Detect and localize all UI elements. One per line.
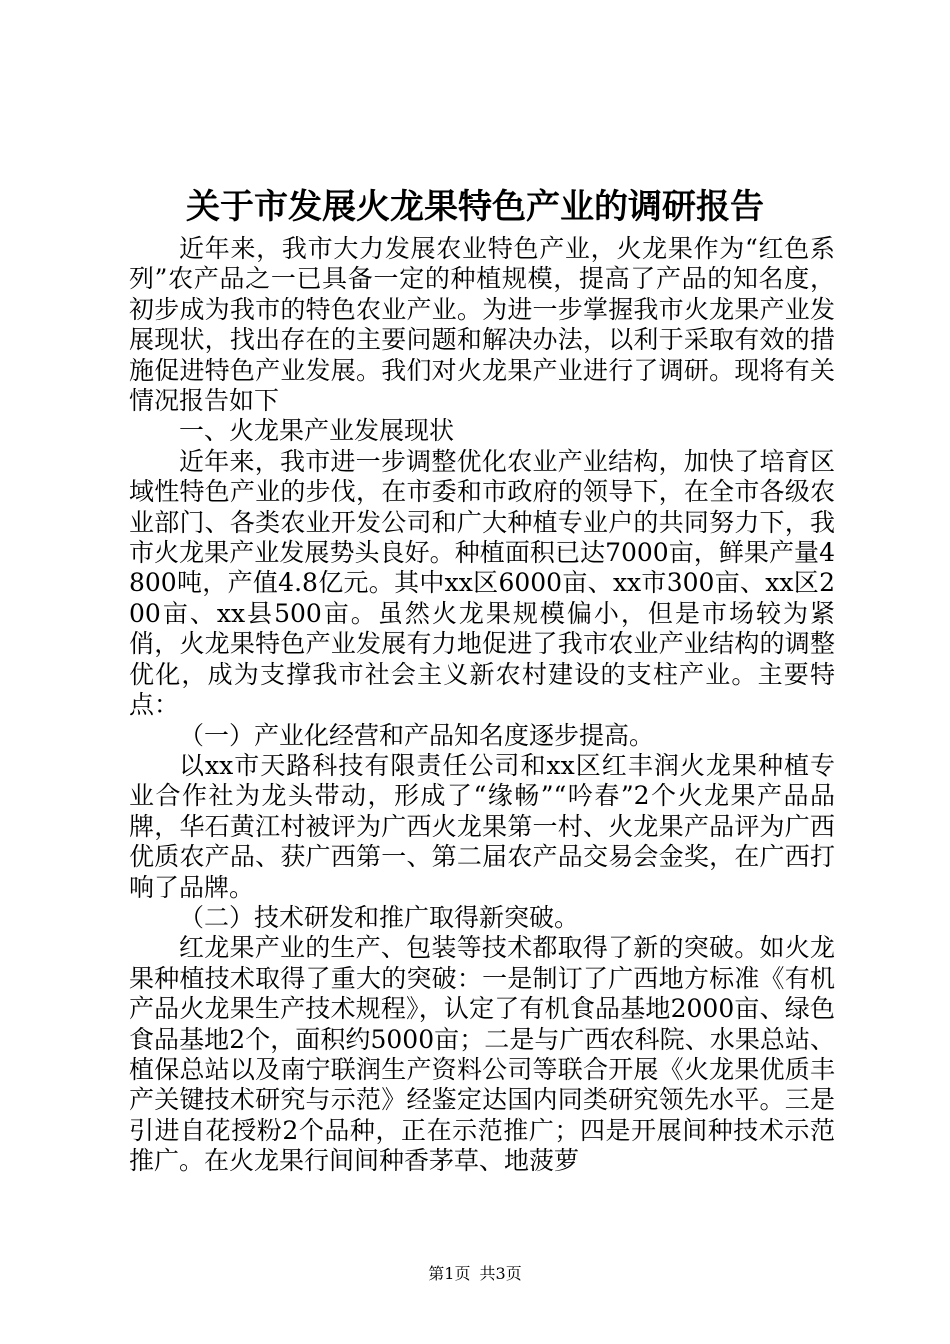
page-footer	[0, 1264, 950, 1284]
paragraph-brand: 以xx市天路科技有限责任公司和xx区红丰润火龙果种植专业合作社为龙头带动，形成了“缘畅”“吟春”2个火龙果产品品牌，华石黄江村被评为广西火龙果第一村、火龙果产品评为广西优质农产品、获广西第一、第二届农产品交易会金奖，在广西打响了品牌。	[129, 750, 835, 902]
document-title: 关于市发展火龙果特色产业的调研报告	[186, 187, 764, 227]
paragraph-intro: 近年来，我市大力发展农业特色产业，火龙果作为“红色系列”农产品之一已具备一定的种植规模，提高了产品的知名度，初步成为我市的特色农业产业。为进一步掌握我市火龙果产业发展现状，找出存在的主要问题和解决办法，以利于采取有效的措施促进特色产业发展。我们对火龙果产业进行了调研。现将有关情况报告如下	[129, 234, 835, 416]
paragraph-status: 近年来，我市进一步调整优化农业产业结构，加快了培育区域性特色产业的步伐，在市委和市政府的领导下，在全市各级农业部门、各类农业开发公司和广大种植专业户的共同努力下，我市火龙果产业发展势头良好。种植面积已达7000亩，鲜果产量4800吨，产值4.8亿元。其中xx区6000亩、xx市300亩、xx区200亩、xx县500亩。虽然火龙果规模偏小，但是市场较为紧俏，火龙果特色产业发展有力地促进了我市农业产业结构的调整优化，成为支撑我市社会主义新农村建设的支柱产业。主要特点：	[129, 446, 835, 720]
document-body	[129, 234, 835, 1177]
section-heading-1: 一、火龙果产业发展现状	[179, 416, 455, 446]
subsection-heading-1: （一）产业化经营和产品知名度逐步提高。	[179, 720, 655, 750]
page-total: 共3页	[479, 1264, 522, 1283]
page-number: 第1页	[428, 1264, 471, 1283]
paragraph-technology: 红龙果产业的生产、包装等技术都取得了新的突破。如火龙果种植技术取得了重大的突破：一是制订了广西地方标准《有机产品火龙果生产技术规程》，认定了有机食品基地2000亩、绿色食品基地2个，面积约5000亩；二是与广西农科院、水果总站、植保总站以及南宁联润生产资料公司等联合开展《火龙果优质丰产关键技术研究与示范》经鉴定达国内同类研究领先水平。三是引进自花授粉2个品种，正在示范推广；四是开展间种技术示范推广。在火龙果行间间种香茅草、地菠萝	[129, 933, 835, 1176]
subsection-heading-2: （二）技术研发和推广取得新突破。	[179, 902, 580, 932]
